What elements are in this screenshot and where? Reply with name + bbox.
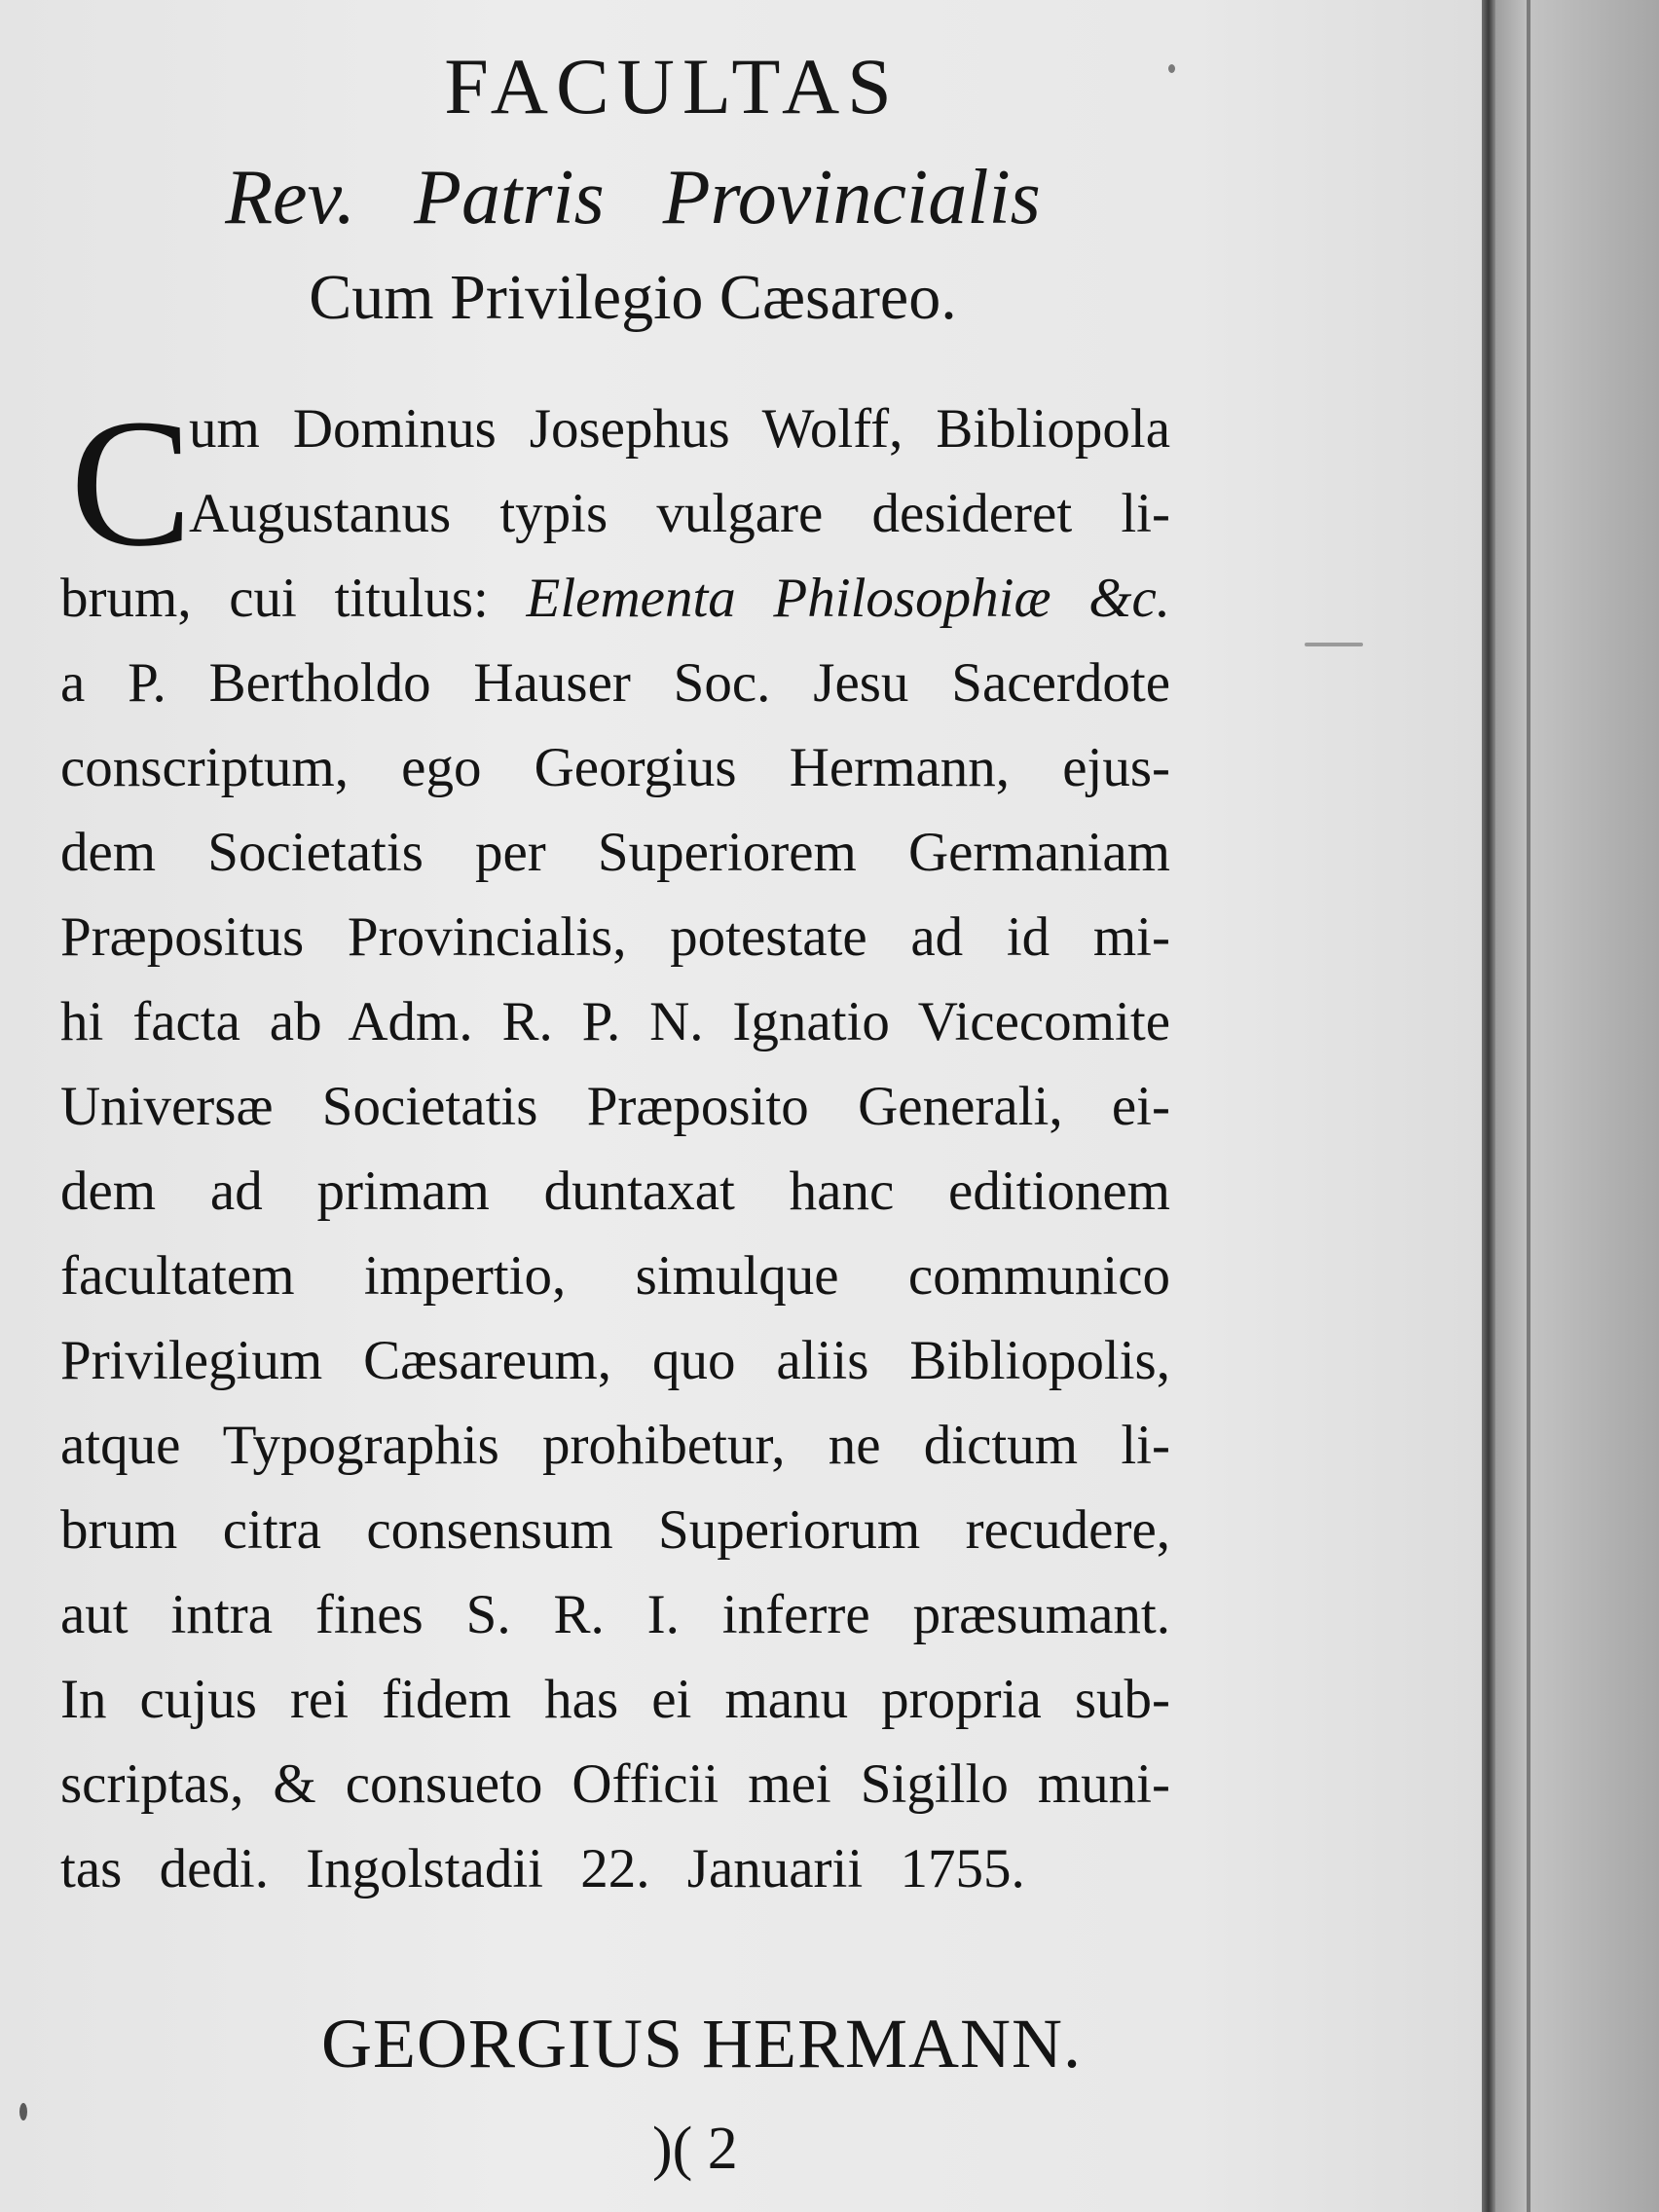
background-line [1527, 0, 1530, 2212]
text-line: hi facta ab Adm. R. P. N. Ignatio Vicecomite [60, 991, 1170, 1052]
text-line: Augustanus typis vulgare desideret li- [189, 483, 1170, 544]
text-fragment: brum, cui titulus: [60, 568, 489, 629]
text-line: dem ad primam duntaxat hanc editionem [60, 1161, 1170, 1222]
signature-mark: )( 2 [652, 2116, 738, 2182]
signature-name: GEORGIUS HERMANN. [321, 2005, 1083, 2083]
text-line: facultatem impertio, simulque communico [60, 1245, 1170, 1307]
text-line: conscriptum, ego Georgius Hermann, ejus- [60, 737, 1170, 798]
drop-cap: C [70, 381, 193, 584]
text-line: Universæ Societatis Præposito Generali, ei- [60, 1076, 1170, 1137]
text-line: dem Societatis per Superiorem Germaniam [60, 822, 1170, 883]
text-line: scriptas, & consueto Officii mei Sigillo muni- [60, 1753, 1170, 1815]
page-edge [1482, 0, 1495, 2212]
paper-speck [1305, 643, 1363, 646]
page-title: FACULTAS [444, 42, 900, 130]
text-line: Præpositus Provincialis, potestate ad id mi- [60, 906, 1170, 968]
text-line: tas dedi. Ingolstadii 22. Januarii 1755. [60, 1838, 1025, 1899]
book-title: Elementa Philosophiæ &c. [526, 568, 1170, 629]
text-line: um Dominus Josephus Wolff, Bibliopola [189, 398, 1170, 460]
paper-speck [19, 2103, 27, 2120]
page-subtitle-privilege: Cum Privilegio Cæsareo. [309, 262, 957, 333]
text-line: In cujus rei fidem has ei manu propria sub- [60, 1669, 1170, 1730]
paper-speck [1168, 64, 1175, 73]
text-line: atque Typographis prohibetur, ne dictum li- [60, 1415, 1170, 1476]
text-line: aut intra fines S. R. I. inferre præsumant. [60, 1584, 1170, 1645]
text-line [60, 567, 1170, 651]
text-line: brum citra consensum Superiorum recudere, [60, 1499, 1170, 1561]
text-line: a P. Bertholdo Hauser Soc. Jesu Sacerdote [60, 652, 1170, 714]
page-subtitle: Rev. Patris Provincialis [225, 155, 1041, 240]
background-strip [1495, 0, 1659, 2212]
text-line: Privilegium Cæsareum, quo aliis Bibliopolis, [60, 1330, 1170, 1391]
